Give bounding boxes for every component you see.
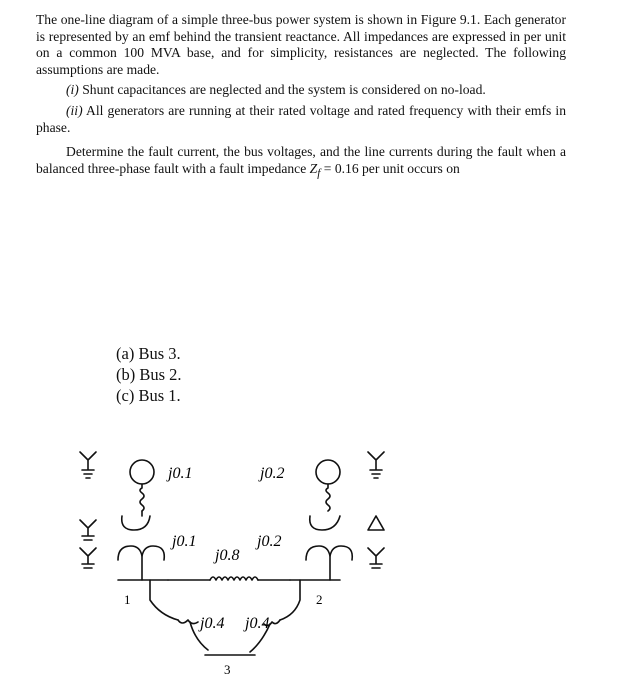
generator-2-symbol	[310, 460, 340, 530]
gen-2-reactance-label: j0.2	[260, 465, 285, 482]
bus-3-label: 3	[224, 662, 231, 677]
wye-ground-symbol-left-1	[80, 452, 96, 478]
wye-ground-symbol-left-3	[80, 548, 96, 568]
assumption-1-text: Shunt capacitances are neglected and the system is considered on no-load.	[78, 82, 486, 98]
gen-1-reactance-label: j0.1	[168, 465, 193, 482]
line-13-wire	[150, 580, 178, 620]
part-b: (b) Bus 2.	[116, 365, 182, 384]
fault-impedance-symbol: Z	[309, 160, 318, 176]
part-c: (c) Bus 1.	[116, 386, 181, 405]
line-12-reactance-label: j0.8	[215, 547, 240, 564]
task-text-pre: Determine the fault current, the bus voltages, and the line currents during the fault when a balanced three-phase fault with a fault impedance	[36, 144, 566, 176]
line-13-reactance-label: j0.4	[200, 615, 225, 632]
tx-2-reactance-label: j0.2	[257, 533, 282, 550]
problem-intro: The one-line diagram of a simple three-bus power system is shown in Figure 9.1. Each generator is represented by an emf behind the transient reactance. All impedances are expressed in per unit on a common 100 MVA base, and for simplicity, resistances are neglected. The following assumptions are made.	[36, 12, 566, 77]
tx-1-reactance-label: j0.1	[172, 533, 197, 550]
line-13-inductor	[178, 620, 198, 624]
bus-2-label: 2	[316, 592, 323, 607]
wye-ground-symbol-left-2	[80, 520, 96, 540]
task-text-post: = 0.16 per unit occurs on	[320, 160, 460, 176]
wye-ground-symbol-right-1	[368, 452, 384, 478]
assumption-2-number: (ii)	[66, 102, 83, 118]
line-12-inductor	[210, 577, 258, 580]
transformer-1-symbol	[118, 546, 164, 580]
part-a: (a) Bus 3.	[116, 344, 181, 363]
delta-symbol-right	[368, 516, 384, 530]
assumption-2-text: All generators are running at their rated voltage and rated frequency with their emfs in phase.	[36, 102, 566, 135]
line-23-reactance-label: j0.4	[245, 615, 270, 632]
bus-1-label: 1	[124, 592, 131, 607]
wye-ground-symbol-right-2	[368, 548, 384, 568]
transformer-2-symbol	[306, 546, 352, 580]
fault-impedance-subscript: f	[317, 167, 321, 180]
assumption-1-number: (i)	[66, 82, 79, 98]
line-23-wire	[280, 580, 300, 620]
generator-1-symbol	[122, 460, 154, 530]
